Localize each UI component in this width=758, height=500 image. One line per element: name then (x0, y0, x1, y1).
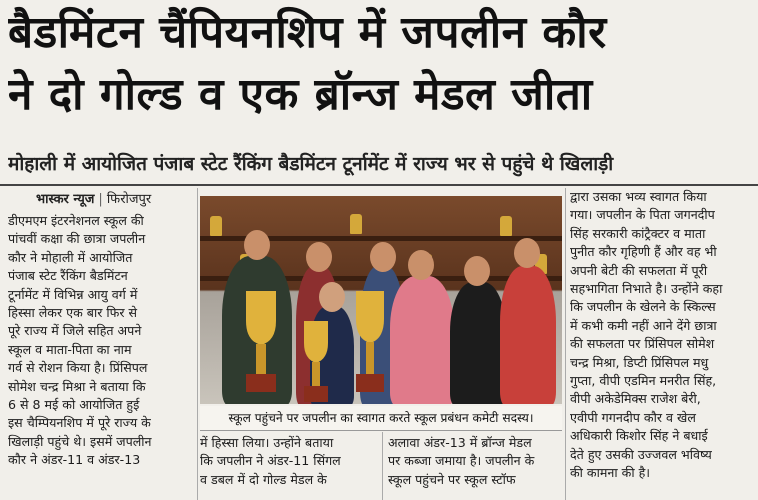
text-line: डीएमएम इंटरनेशनल स्कूल की (8, 213, 144, 228)
text-line: कि जपलीन के खेलने के स्किल्स (570, 299, 716, 315)
text-line: खिलाड़ी पहुंचे थे। इसमें जपलीन (8, 433, 152, 449)
text-line: इस चैम्पियनशिप में पूरे राज्य के (8, 415, 151, 431)
text-line: हिस्सा लेकर एक बार फिर से (8, 305, 138, 321)
person-head (306, 242, 332, 272)
person-figure (450, 282, 506, 404)
news-photo (200, 196, 562, 404)
photo-caption: स्कूल पहुंचने पर जपलीन का स्वागत करते स्कूल प्रबंधन कमेटी सदस्य। (200, 406, 562, 431)
headline (8, 2, 750, 126)
headline-line-2: ने दो गोल्ड व एक ब्रॉन्ज मेडल जीता (8, 69, 593, 120)
text-line: कि जपलीन ने अंडर-11 सिंगल (200, 453, 341, 469)
article-column-2 (200, 434, 372, 489)
text-line: स्कूल व माता-पिता का नाम (8, 341, 132, 357)
person-figure (390, 276, 454, 404)
byline-separator: | (98, 192, 103, 207)
text-line: अपनी बेटी की सफलता में पूरी (570, 262, 708, 278)
text-line: स्कूल पहुंचने पर स्कूल स्टॉफ (388, 471, 516, 487)
byline-city: फिरोजपुर (106, 192, 152, 207)
text-line: चन्द्र मिश्रा, डिप्टी प्रिंसिपल मधु (570, 354, 709, 370)
column-divider (565, 188, 566, 500)
column-divider (382, 432, 383, 500)
text-line: कौर ने अंडर-11 व अंडर-13 (8, 452, 141, 468)
article-column-3 (388, 434, 560, 489)
person-head (514, 238, 540, 268)
article-column-1 (8, 212, 196, 470)
text-line: की कामना की है। (570, 465, 651, 481)
text-line: में हिस्सा लिया। उन्होंने बताया (200, 435, 334, 450)
text-line: सिंह सरकारी कांट्रैक्टर व माता (570, 225, 706, 241)
trophy-icon (298, 316, 334, 404)
text-line: सहभागिता निभाते है। उन्होंने कहा (570, 281, 723, 297)
text-line: गर्व से रोशन किया है। प्रिंसिपल (8, 360, 148, 376)
person-figure (500, 266, 556, 404)
byline-source: भास्कर न्यूज (36, 192, 95, 207)
headline-line-1: बैडमिंटन चैंपियनशिप में जपलीन कौर (8, 7, 607, 58)
text-line: सोमेश चन्द्र मिश्रा ने बताया कि (8, 378, 146, 394)
text-line: वीपी अकेडेमिक्स राजेश बेरी, (570, 391, 701, 407)
text-line: एवीपी गगनदीप कौर व खेल (570, 409, 696, 425)
text-line: अधिकारी किशोर सिंह ने बधाई (570, 428, 708, 444)
text-line: गया। जपलीन के पिता जगनदीप (570, 207, 715, 223)
subheadline: मोहाली में आयोजित पंजाब स्टेट रैंकिंग बैडमिंटन टूर्नामेंट में राज्य भर से पहुंचे थे खिलाड़ी (8, 153, 614, 175)
text-line: पूरे राज्य में जिले सहित अपने (8, 323, 142, 339)
text-line: कौर ने मोहाली में आयोजित (8, 249, 133, 265)
person-head (408, 250, 434, 280)
text-line: की सफलता पर प्रिंसिपल सोमेश (570, 336, 715, 352)
trophy-icon (210, 216, 222, 236)
text-line: अलावा अंडर-13 में ब्रॉन्ज मेडल (388, 435, 532, 450)
trophy-icon (238, 286, 284, 396)
person-head (244, 230, 270, 260)
byline (36, 189, 151, 207)
trophy-icon (350, 286, 390, 396)
text-line: 6 से 8 मई को आयोजित हुई (8, 397, 140, 413)
article-column-4 (570, 188, 754, 483)
text-line: पुनीत कौर गृहिणी हैं और वह भी (570, 244, 717, 260)
text-line: टूर्नामेंट में विभिन्न आयु वर्ग में (8, 286, 138, 302)
text-line: द्वारा उसका भव्य स्वागत किया (570, 189, 707, 204)
text-line: गुप्ता, वीपी एडमिन मनरीत सिंह, (570, 373, 717, 389)
person-head (370, 242, 396, 272)
text-line: देते हुए उसकी उज्जवल भविष्य (570, 446, 712, 462)
trophy-icon (350, 214, 362, 234)
person-head (319, 282, 345, 312)
text-line: व डबल में दो गोल्ड मेडल के (200, 471, 327, 487)
text-line: पंजाब स्टेट रैंकिंग बैडमिंटन (8, 268, 128, 284)
column-divider (197, 188, 198, 500)
person-head (464, 256, 490, 286)
trophy-icon (500, 216, 512, 236)
section-divider (0, 184, 758, 186)
text-line: में कभी कमी नहीं आने देंगे छात्रा (570, 317, 717, 333)
text-line: पर कब्जा जमाया है। जपलीन के (388, 453, 535, 469)
text-line: पांचवीं कक्षा की छात्रा जपलीन (8, 231, 146, 247)
